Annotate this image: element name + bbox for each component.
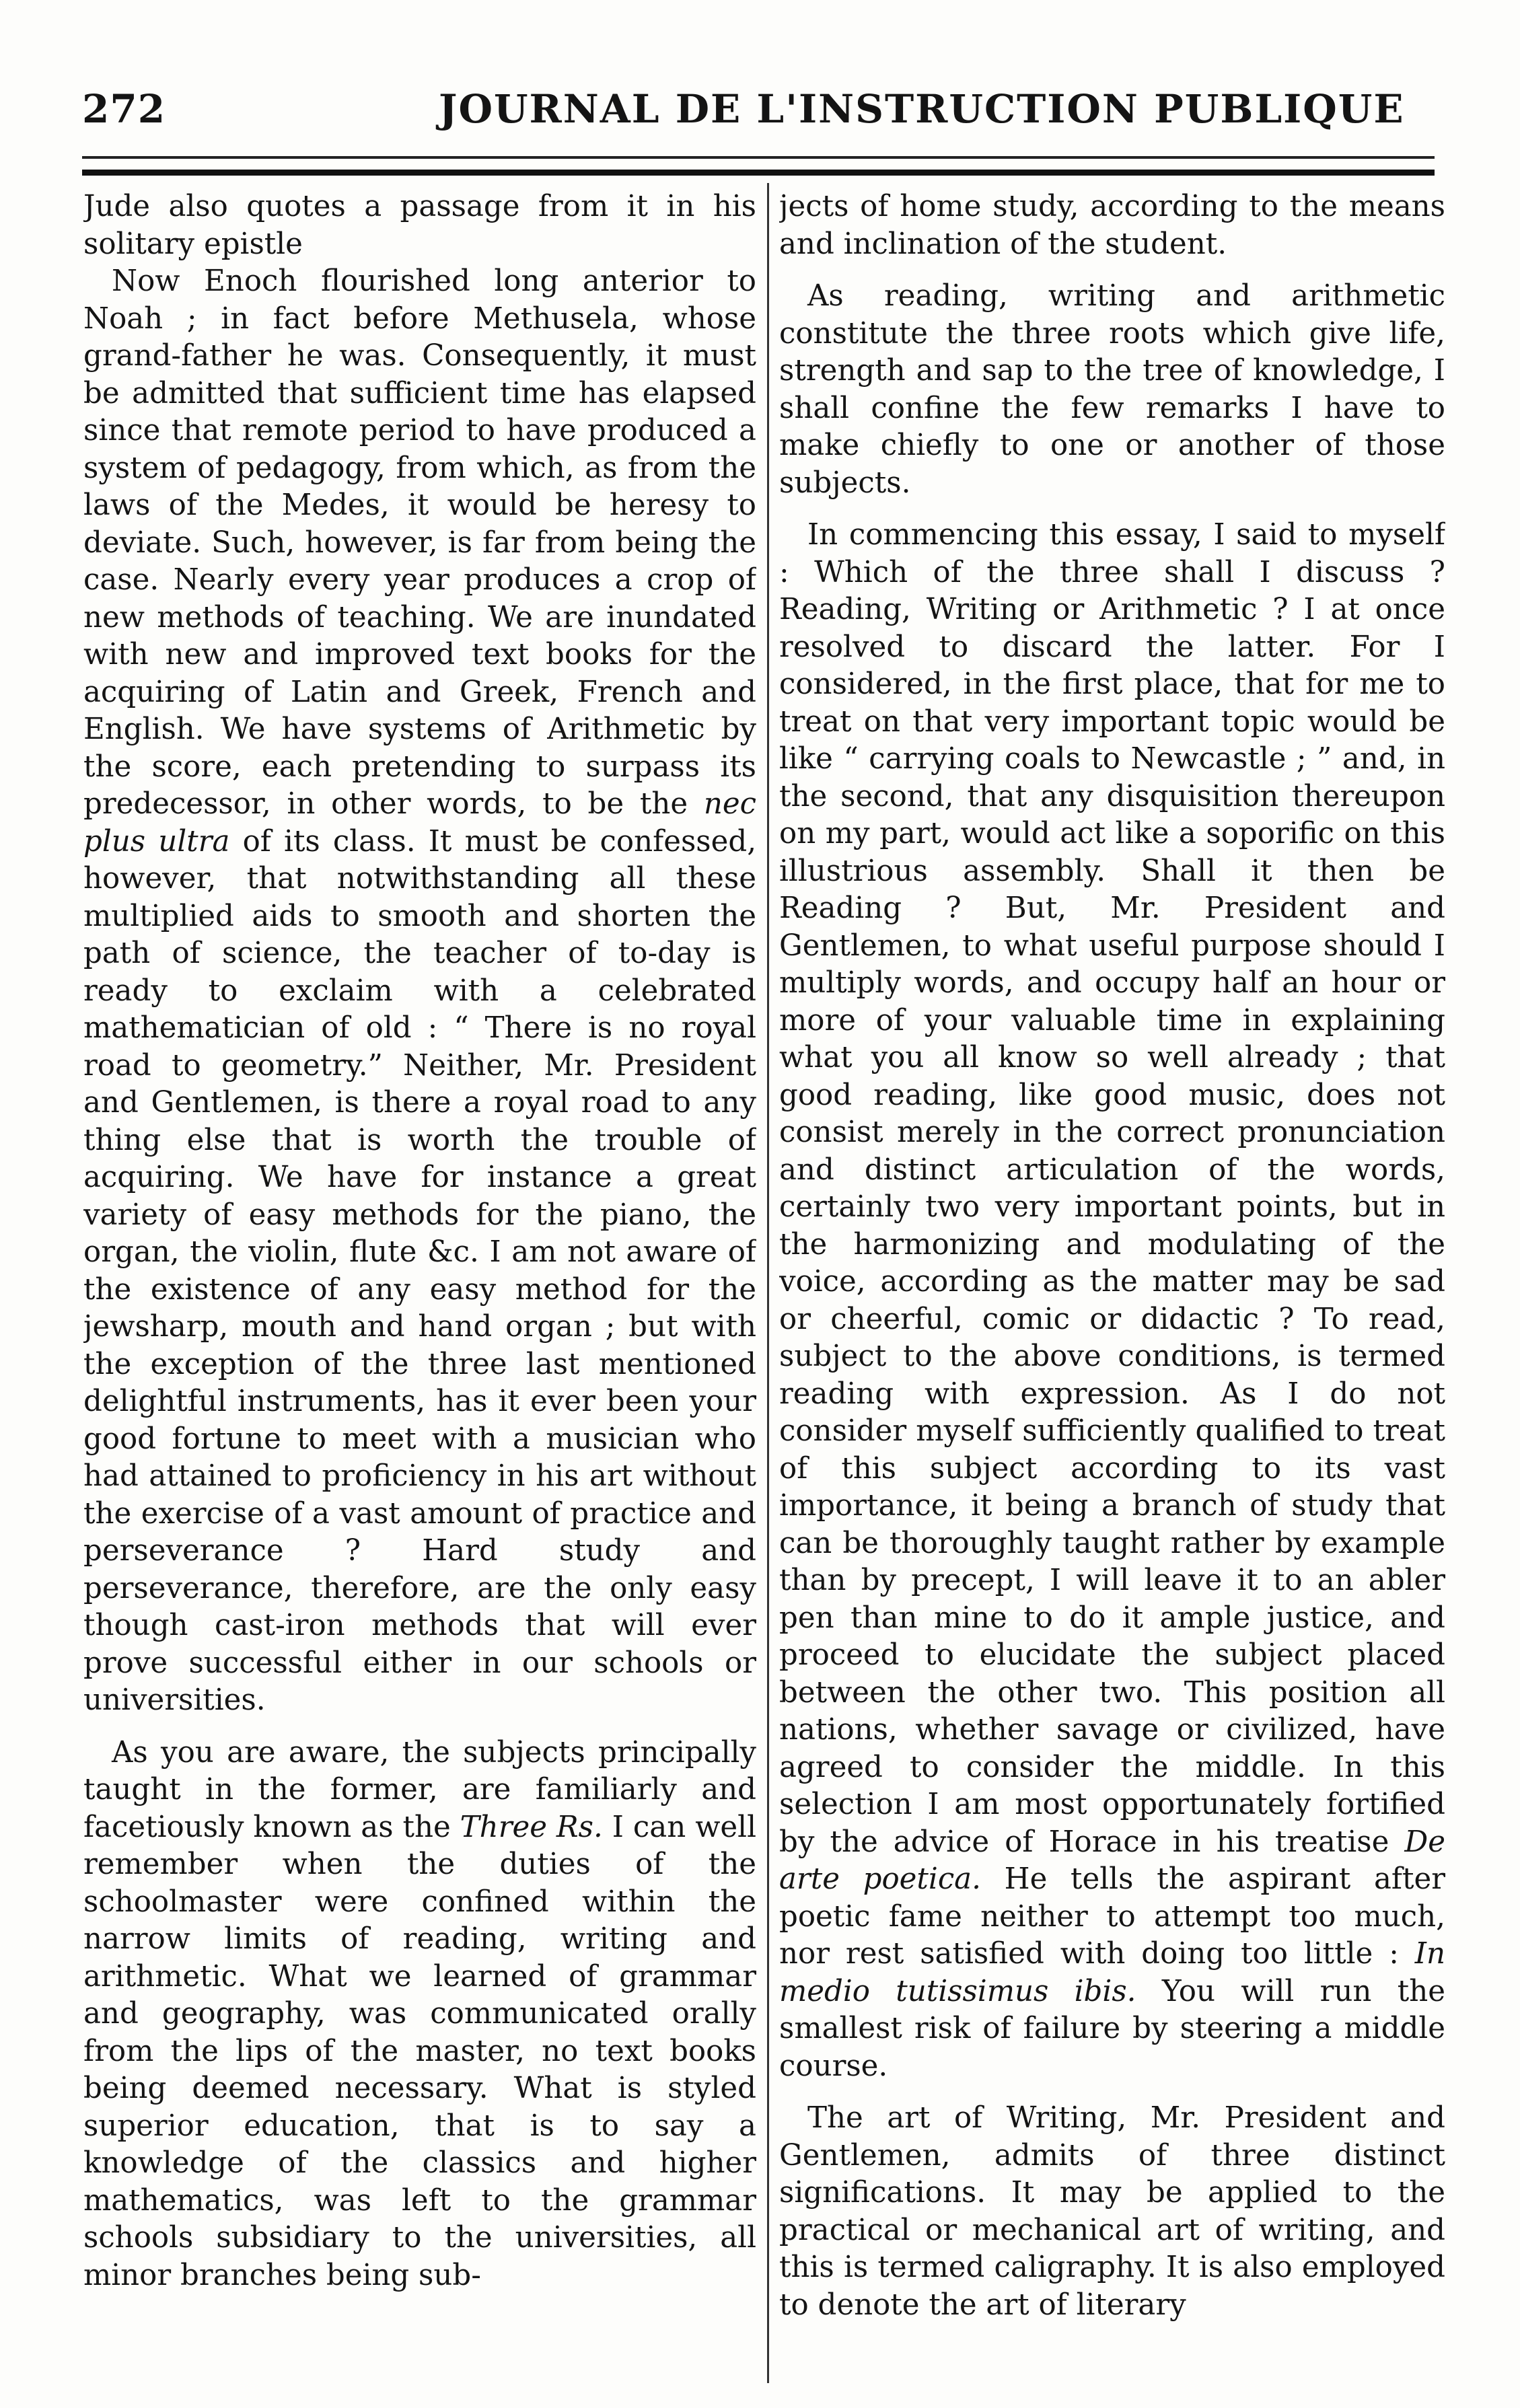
journal-title: JOURNAL DE L'INSTRUCTION PUBLIQUE	[439, 86, 1405, 132]
page-header	[82, 73, 1438, 147]
right-column	[779, 188, 1445, 2395]
italic-phrase: Three Rs.	[460, 1810, 603, 1844]
italic-phrase: De arte poetica.	[779, 1825, 1445, 1896]
header-rule-thin	[82, 156, 1435, 159]
paragraph: Now Enoch flourished long anterior to Noah ; in fact before Methusela, whose grand-father he was. Consequently, it must be admitted that sufficient time has elapsed since that remote period to have produced a system of pedagogy, from which, as from the laws of the Medes, it would be heresy to deviate. Such, however, is far from being the case. Nearly every year produces a crop of new methods of teaching. We are inundated with new and improved text books for the acquiring of Latin and Greek, French and English. We have systems of Arithmetic by the score, each pretending to surpass its predecessor, in other words, to be the nec plus ultra of its class. It must be confessed, however, that notwithstanding all these multiplied aids to smooth and shorten the path of science, the teacher of to-day is ready to exclaim with a celebrated mathematician of old : “ There is no royal road to geometry.” Neither, Mr. President and Gentlemen, is there a royal road to any thing else that is worth the trouble of acquiring. We have for instance a great variety of easy methods for the piano, the organ, the violin, flute &c. I am not aware of the existence of any easy method for the jewsharp, mouth and hand organ ; but with the exception of the three last mentioned delightful instruments, has it ever been your good fortune to meet with a musician who had attained to proficiency in his art without the exercise of a vast amount of practice and perseverance ? Hard study and perseverance, therefore, are the only easy though cast-iron methods that will ever prove successful either in our schools or universities.	[83, 264, 756, 1717]
paragraph: As reading, writing and arithmetic constitute the three roots which give life, strength and sap to the tree of knowledge, I shall confine the few remarks I have to make chiefly to one or another of those subjects.	[779, 279, 1445, 500]
paragraph: Jude also quotes a passage from it in his solitary epistle	[83, 190, 756, 261]
paragraph: jects of home study, according to the means and inclination of the student.	[779, 190, 1445, 261]
page-number: 272	[82, 86, 166, 132]
paragraph: In commencing this essay, I said to myself : Which of the three shall I discuss ? Reading, Writing or Arithmetic ? I at once resolved to discard the latter. For I considered, in the first place, that for me to treat on that very important topic would be like “ carrying coals to Newcastle ; ” and, in the second, that any disquisition thereupon on my part, would act like a soporific on this illustrious assembly. Shall it then be Reading ? But, Mr. President and Gentlemen, to what useful purpose should I multiply words, and occupy half an hour or more of your valuable time in explaining what you all know so well already ; that good reading, like good music, does not consist merely in the correct pronunciation and distinct articulation of the words, certainly two very important points, but in the harmonizing and modulating of the voice, according as the matter may be sad or cheerful, comic or didactic ? To read, subject to the above conditions, is termed reading with expression. As I do not consider myself sufficiently qualified to treat of this subject according to its vast importance, it being a branch of study that can be thoroughly taught rather by example than by precept, I will leave it to an abler pen than mine to do it ample justice, and proceed to elucidate the subject placed between the other two. This position all nations, whether savage or civilized, have agreed to consider the middle. In this selection I am most opportunately fortified by the advice of Horace in his treatise De arte poetica. He tells the aspirant after poetic fame neither to attempt too much, nor rest satisfied with doing too little : In medio tutissimus ibis. You will run the smallest risk of failure by steering a middle course.	[779, 518, 1445, 2083]
italic-phrase: In medio tutissimus ibis.	[779, 1937, 1445, 2008]
header-rule-thick	[82, 170, 1435, 176]
paragraph: As you are aware, the subjects principally taught in the former, are familiarly and facetiously known as the Three Rs. I can well remember when the duties of the schoolmaster were confined within the narrow limits of reading, writing and arithmetic. What we learned of grammar and geography, was communicated orally from the lips of the master, no text books being deemed necessary. What is styled superior education, that is to say a knowledge of the classics and higher mathematics, was left to the grammar schools subsidiary to the universities, all minor branches being sub-	[83, 1735, 756, 2292]
column-divider	[767, 183, 769, 2383]
paragraph: The art of Writing, Mr. President and Gentlemen, admits of three distinct significations. It may be applied to the practical or mechanical art of writing, and this is termed caligraphy. It is also employed to denote the art of literary	[779, 2101, 1445, 2322]
left-column	[83, 188, 756, 2395]
italic-phrase: nec plus ultra	[83, 787, 756, 859]
